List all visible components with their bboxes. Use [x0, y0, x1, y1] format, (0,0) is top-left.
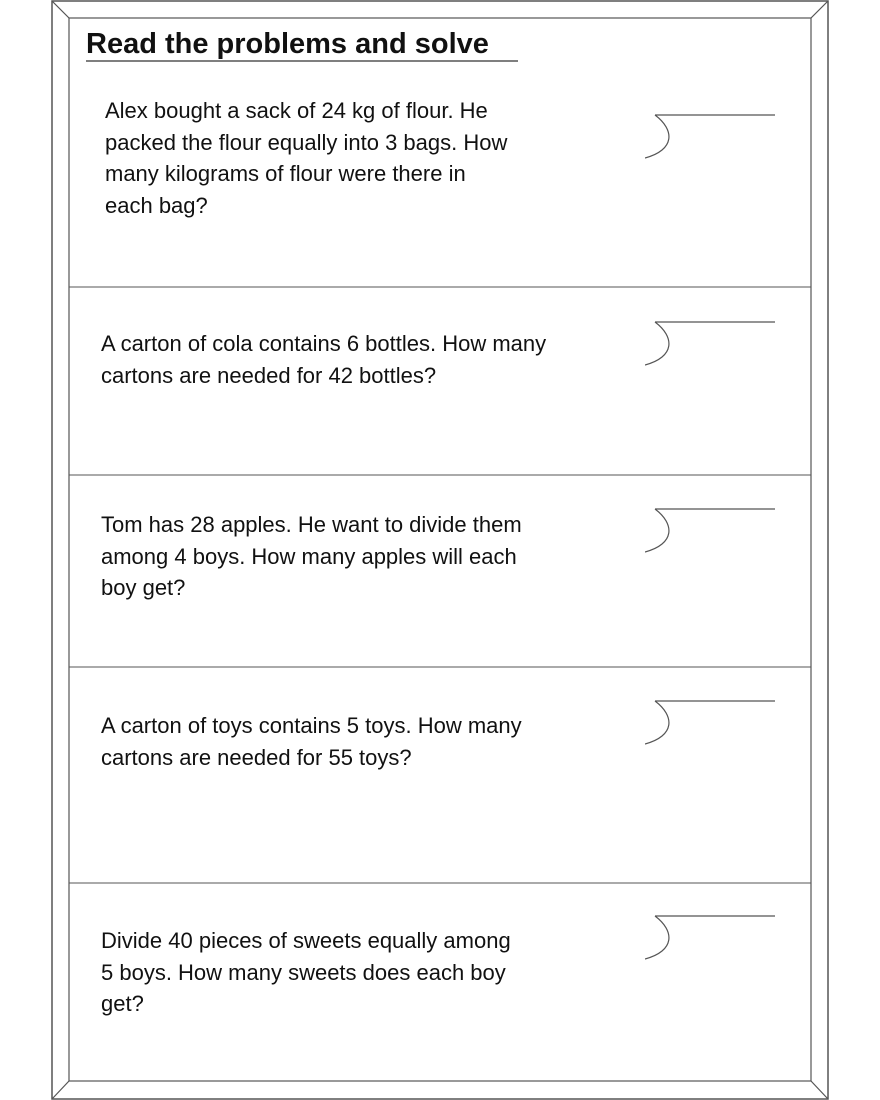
division-bracket-1 [645, 110, 775, 160]
division-bracket-3 [645, 504, 775, 554]
problem-1-text [105, 95, 645, 221]
problem-line: 5 boys. How many sweets does each boy [101, 959, 506, 985]
problem-line: A carton of toys contains 5 toys. How many [101, 713, 522, 738]
problem-line: each bag? [105, 192, 208, 218]
problem-line: Tom has 28 apples. He want to divide them [101, 512, 522, 537]
problem-line: get? [101, 991, 144, 1016]
problem-2-text [101, 328, 641, 391]
division-bracket-4 [645, 696, 775, 746]
problem-line: many kilograms of flour were there in [105, 161, 466, 186]
worksheet-title: Read the problems and solve [86, 28, 489, 60]
problem-line: Divide 40 pieces of sweets equally among [101, 928, 511, 953]
bevel-bottom-right [811, 1081, 828, 1099]
problem-line: boy get? [101, 575, 186, 600]
problem-line: A carton of cola contains 6 bottles. How many [101, 331, 547, 356]
problem-line: among 4 boys. How many apples will each [101, 543, 517, 569]
division-bracket-2 [645, 317, 775, 367]
problem-line: cartons are needed for 42 bottles? [101, 362, 437, 388]
problem-line: Alex bought a sack of 24 kg of flour. He [105, 98, 488, 123]
problem-5-text [101, 925, 641, 1020]
bevel-top-right [811, 1, 828, 18]
division-bracket-5 [645, 911, 775, 961]
problem-line: packed the flour equally into 3 bags. How [105, 129, 508, 155]
problem-line: cartons are needed for 55 toys? [101, 744, 412, 770]
problem-4-text [101, 710, 641, 773]
bevel-bottom-left [52, 1081, 69, 1099]
bevel-top-left [52, 1, 69, 18]
problem-3-text [101, 509, 641, 604]
